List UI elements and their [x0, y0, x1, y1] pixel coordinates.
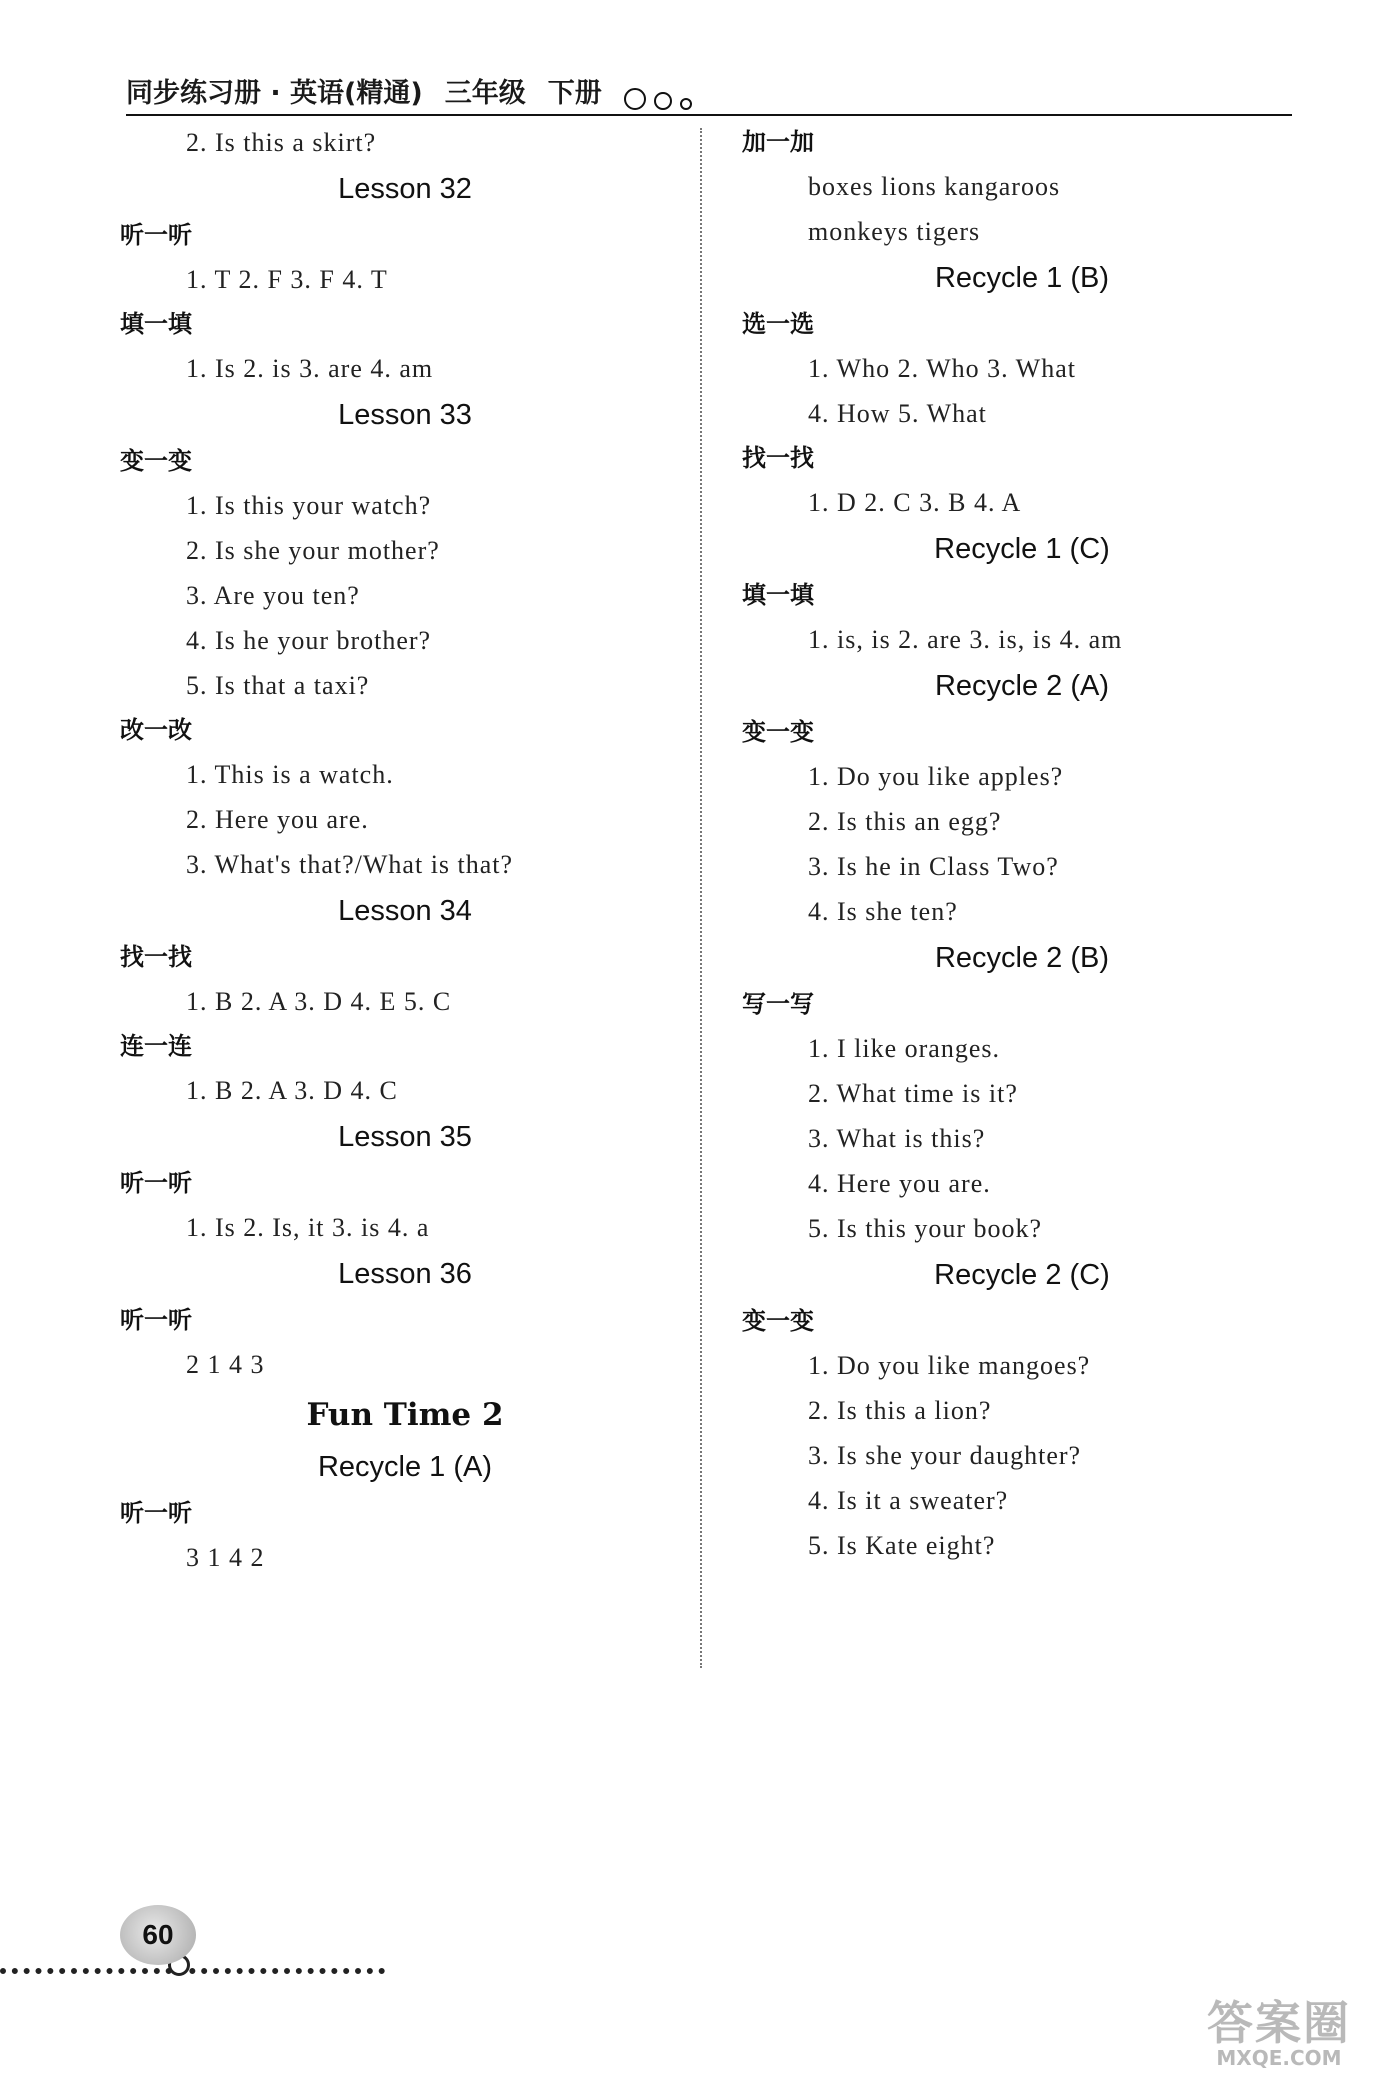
answer-line: 5. Is Kate eight?	[808, 1531, 996, 1560]
watermark-logo: 答案圈	[1207, 1996, 1351, 2050]
page-number: 60	[120, 1905, 196, 1965]
answer-line: 4. Is he your brother?	[186, 626, 432, 655]
section-heading: 改一改	[120, 716, 192, 744]
answer-line: 3. What's that?/What is that?	[186, 850, 514, 879]
answer-line: 4. Is she ten?	[808, 897, 958, 926]
section-heading: 加一加	[742, 128, 814, 156]
lesson-heading: Recycle 1 (B)	[934, 262, 1110, 294]
answer-line: 1. Do you like apples?	[808, 762, 1064, 791]
answer-line: 5. Is this your book?	[808, 1214, 1043, 1243]
section-heading: 选一选	[742, 310, 814, 338]
answer-line: monkeys tigers	[808, 217, 981, 246]
right-column	[742, 120, 1302, 1568]
unit-heading: Fun Time 2	[306, 1397, 504, 1433]
answer-line: 2. What time is it?	[808, 1079, 1018, 1108]
answer-line: 2. Is this a skirt?	[186, 128, 377, 157]
section-heading: 变一变	[742, 1307, 814, 1335]
footer-dotted-line	[0, 1958, 385, 1974]
section-heading: 变一变	[120, 447, 192, 475]
lesson-heading: Lesson 33	[338, 399, 472, 431]
answer-line: 3. Is he in Class Two?	[808, 852, 1059, 881]
book-title: 同步练习册 · 英语(精通)	[126, 78, 423, 109]
lesson-heading: Lesson 35	[338, 1121, 472, 1153]
section-heading: 填一填	[120, 310, 192, 338]
answer-line: 1. D 2. C 3. B 4. A	[808, 488, 1022, 517]
answer-line: 1. Do you like mangoes?	[808, 1351, 1091, 1380]
header-circles-icon	[624, 88, 692, 110]
section-heading: 变一变	[742, 718, 814, 746]
lesson-heading: Recycle 2 (C)	[934, 1259, 1110, 1291]
section-heading: 填一填	[742, 581, 814, 609]
section-heading: 找一找	[742, 444, 814, 472]
answer-line: boxes lions kangaroos	[808, 172, 1061, 201]
lesson-heading: Recycle 1 (C)	[934, 533, 1110, 565]
answer-line: 1. This is a watch.	[186, 760, 394, 789]
section-heading: 听一听	[120, 1499, 192, 1527]
lesson-heading: Lesson 34	[338, 895, 472, 927]
answer-line: 4. Here you are.	[808, 1169, 991, 1198]
answer-line: 1. is, is 2. are 3. is, is 4. am	[808, 625, 1123, 654]
answer-line: 1. Is 2. is 3. are 4. am	[186, 354, 434, 383]
answer-line: 2 1 4 3	[186, 1350, 265, 1379]
answer-line: 2. Is she your mother?	[186, 536, 440, 565]
answer-line: 1. Is 2. Is, it 3. is 4. a	[186, 1213, 430, 1242]
answer-line: 4. Is it a sweater?	[808, 1486, 1009, 1515]
answer-line: 5. Is that a taxi?	[186, 671, 370, 700]
answer-line: 2. Here you are.	[186, 805, 369, 834]
page-header	[126, 66, 1292, 116]
lesson-heading: Recycle 1 (A)	[317, 1451, 493, 1483]
answer-line: 1. Is this your watch?	[186, 491, 432, 520]
column-divider	[700, 128, 702, 1668]
answer-line: 4. How 5. What	[808, 399, 987, 428]
answer-line: 3. Is she your daughter?	[808, 1441, 1082, 1470]
left-column	[120, 120, 690, 1580]
lesson-heading: Lesson 32	[338, 173, 472, 205]
answer-line: 2. Is this an egg?	[808, 807, 1002, 836]
answer-line: 1. I like oranges.	[808, 1034, 1001, 1063]
answer-line: 3. What is this?	[808, 1124, 986, 1153]
lesson-heading: Recycle 2 (A)	[934, 670, 1110, 702]
section-heading: 听一听	[120, 1169, 192, 1197]
volume-label: 下册	[547, 78, 602, 109]
lesson-heading: Lesson 36	[338, 1258, 472, 1290]
answer-line: 1. T 2. F 3. F 4. T	[186, 265, 388, 294]
lesson-heading: Recycle 2 (B)	[934, 942, 1110, 974]
section-heading: 写一写	[742, 990, 814, 1018]
answer-line: 1. B 2. A 3. D 4. E 5. C	[186, 987, 452, 1016]
answer-line: 3 1 4 2	[186, 1543, 265, 1572]
answer-line: 1. Who 2. Who 3. What	[808, 354, 1076, 383]
section-heading: 听一听	[120, 221, 192, 249]
answer-line: 1. B 2. A 3. D 4. C	[186, 1076, 398, 1105]
section-heading: 听一听	[120, 1306, 192, 1334]
answer-line: 2. Is this a lion?	[808, 1396, 992, 1425]
section-heading: 找一找	[120, 943, 192, 971]
answer-line: 3. Are you ten?	[186, 581, 360, 610]
watermark	[1184, 1995, 1374, 2069]
section-heading: 连一连	[120, 1032, 192, 1060]
grade-label: 三年级	[444, 78, 526, 109]
watermark-url: MXQE.COM	[1216, 2046, 1342, 2070]
